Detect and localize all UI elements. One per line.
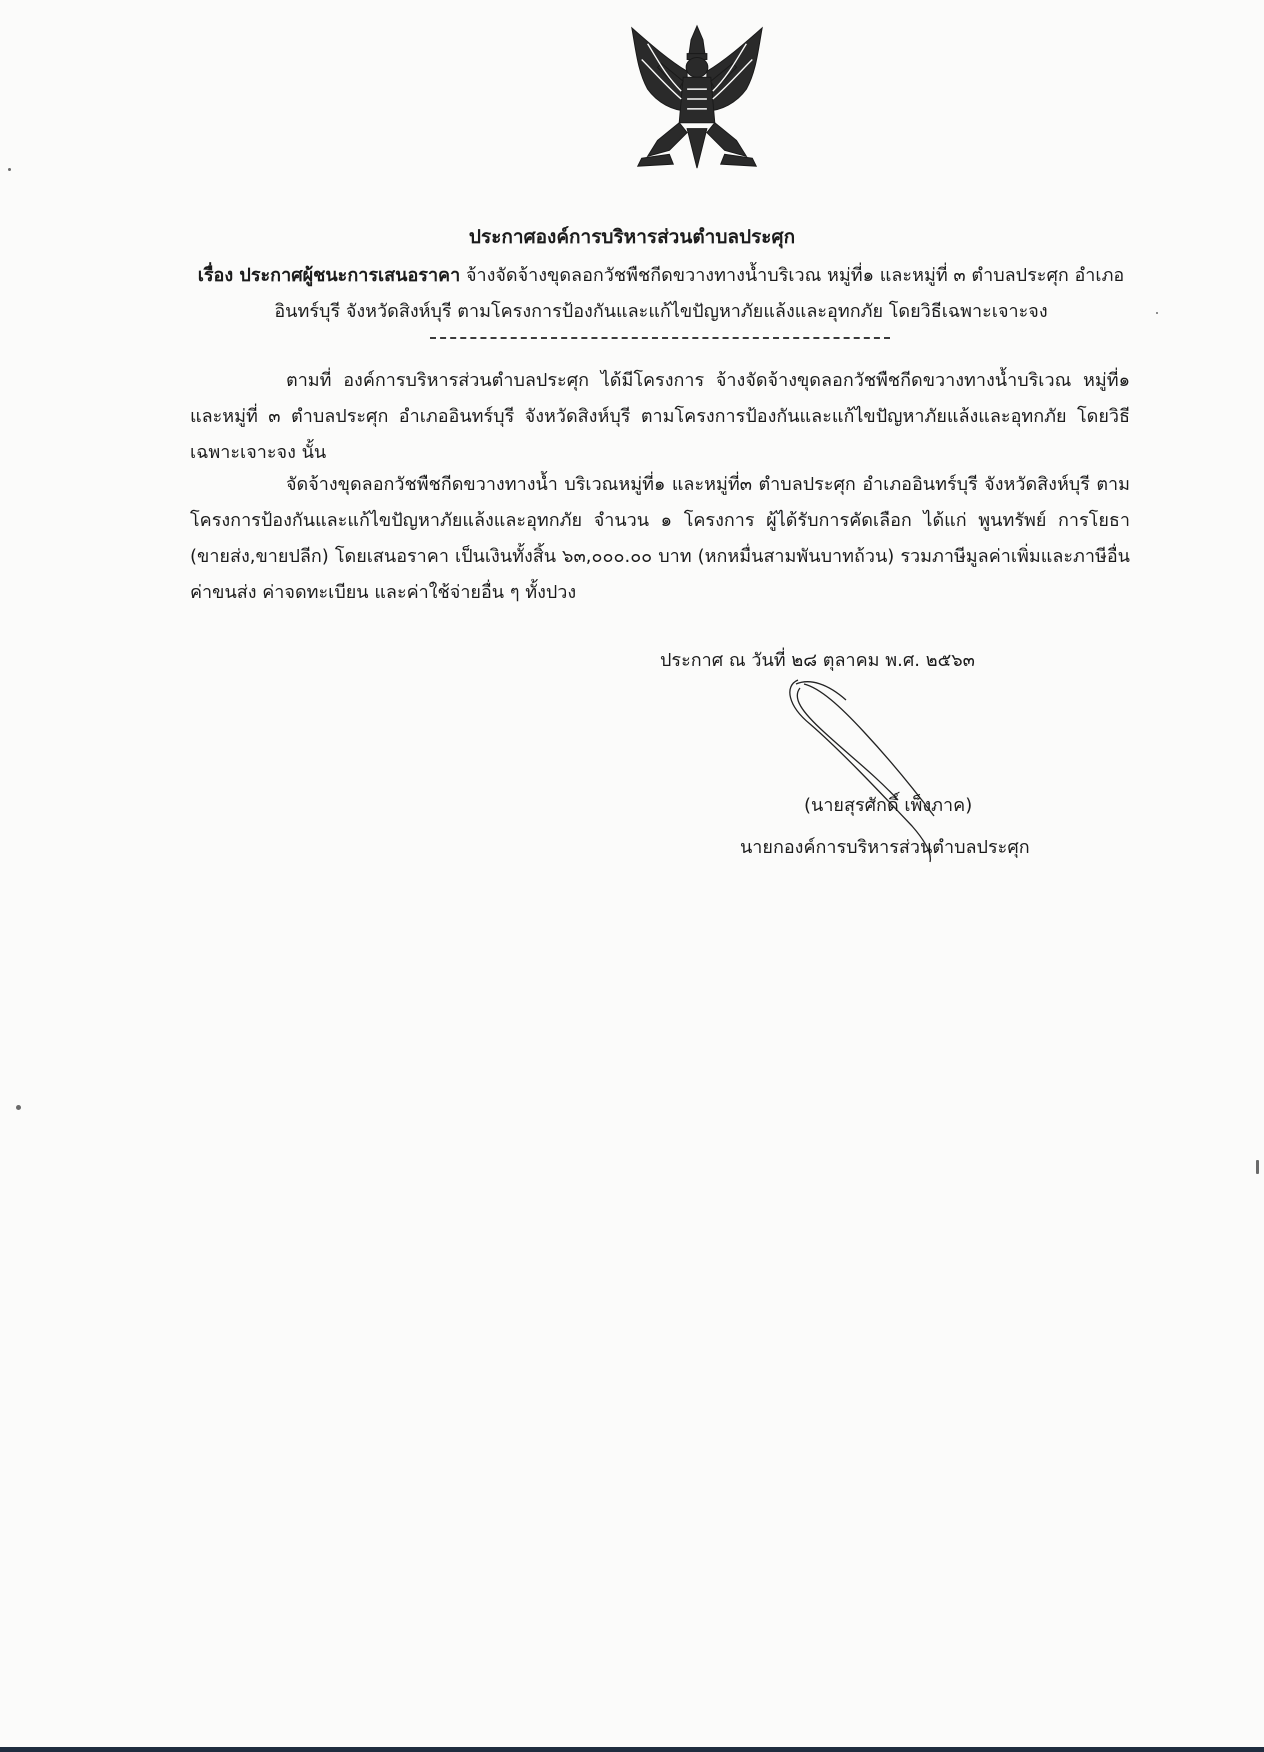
subject-block — [186, 258, 1136, 330]
garuda-emblem-icon — [618, 20, 776, 178]
scan-speck — [16, 1105, 21, 1110]
scan-bottom-edge — [0, 1747, 1264, 1752]
document-title: ประกาศองค์การบริหารส่วนตำบลประศุก — [468, 226, 796, 248]
dashed-divider — [430, 337, 890, 339]
body-paragraph-1: ตามที่ องค์การบริหารส่วนตำบลประศุก ได้มีโครงการ จ้างจัดจ้างขุดลอกวัชพืชกีดขวางทางน้ำบริเวณ หมู่ที่๑ และหมู่ที่ ๓ ตำบลประศุก อำเภออินทร์บุรี จังหวัดสิงห์บุรี ตามโครงการป้องกันและแก้ไขปัญหาภัยแล้งและอุทกภัย โดยวิธีเฉพาะเจาะจง นั้น — [190, 370, 1130, 463]
scan-speck — [1156, 312, 1158, 314]
scan-speck — [8, 168, 11, 171]
signer-name: (นายสุรศักดิ์ เพ็งภาค) — [804, 795, 973, 816]
body-paragraph-2: จัดจ้างขุดลอกวัชพืชกีดขวางทางน้ำ บริเวณหมู่ที่๑ และหมู่ที่๓ ตำบลประศุก อำเภออินทร์บุรี จังหวัดสิงห์บุรี ตามโครงการป้องกันและแก้ไขปัญหาภัยแล้งและอุทกภัย จำนวน ๑ โครงการ ผู้ได้รับการคัดเลือก ได้แก่ พูนทรัพย์ การโยธา (ขายส่ง,ขายปลีก) โดยเสนอราคา เป็นเงินทั้งสิ้น ๖๓,๐๐๐.๐๐ บาท (หกหมื่นสามพันบาทถ้วน) รวมภาษีมูลค่าเพิ่มและภาษีอื่น ค่าขนส่ง ค่าจดทะเบียน และค่าใช้จ่ายอื่น ๆ ทั้งปวง — [190, 474, 1130, 603]
scan-speck — [1256, 1160, 1259, 1174]
subject-label: เรื่อง ประกาศผู้ชนะการเสนอราคา — [197, 265, 461, 286]
announcement-date: ประกาศ ณ วันที่ ๒๘ ตุลาคม พ.ศ. ๒๕๖๓ — [660, 650, 975, 671]
subject-text: จ้างจัดจ้างขุดลอกวัชพืชกีดขวางทางน้ำบริเวณ หมู่ที่๑ และหมู่ที่ ๓ ตำบลประศุก อำเภออินทร์บุรี จังหวัดสิงห์บุรี ตามโครงการป้องกันและแก้ไขปัญหาภัยแล้งและอุทกภัย โดยวิธีเฉพาะเจาะจง — [274, 265, 1125, 322]
signer-title: นายกองค์การบริหารส่วนตำบลประศุก — [740, 837, 1030, 858]
